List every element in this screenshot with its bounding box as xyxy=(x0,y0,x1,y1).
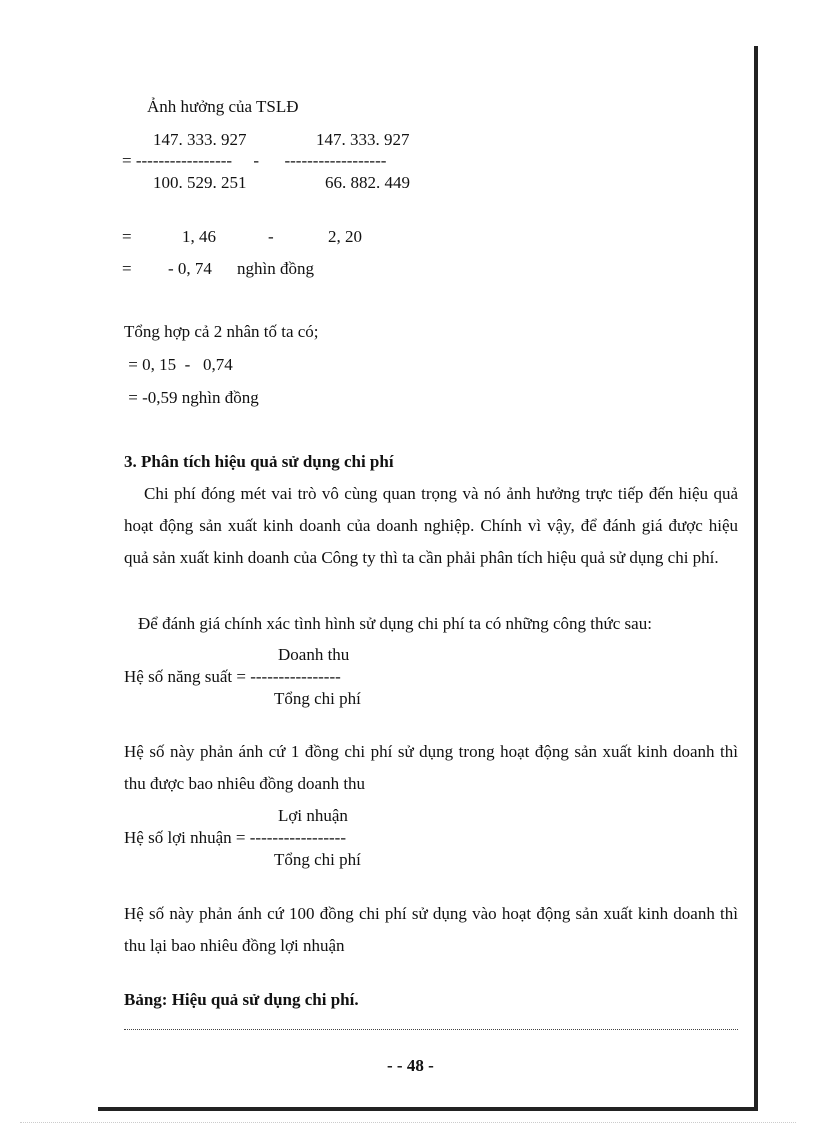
formula2-denominator: Tổng chi phí xyxy=(274,850,361,869)
tsld-heading: Ảnh hưởng của TSLĐ xyxy=(147,97,299,116)
tsld-denominator-left: 100. 529. 251 xyxy=(153,173,247,192)
eq2-value: - 0, 74 xyxy=(168,259,212,278)
eq2-unit: nghìn đồng xyxy=(237,259,314,278)
section-title: 3. Phân tích hiệu quả sử dụng chi phí xyxy=(124,452,394,471)
eq1-prefix: = xyxy=(122,227,132,246)
formula1-numerator: Doanh thu xyxy=(278,645,350,664)
tsld-fraction-line: = ----------------- - ------------------ xyxy=(122,151,387,170)
formula1-label: Hệ số năng suất = ---------------- xyxy=(124,667,341,686)
footer-divider xyxy=(124,1029,738,1030)
summary-line-2: = -0,59 nghìn đồng xyxy=(124,388,259,407)
eq1-value-b: 2, 20 xyxy=(328,227,362,246)
page-number: - - 48 - xyxy=(387,1056,434,1075)
eq1-value-a: 1, 46 xyxy=(182,227,216,246)
summary-heading: Tổng hợp cả 2 nhân tố ta có; xyxy=(124,322,319,341)
tsld-numerator-right: 147. 333. 927 xyxy=(316,130,410,149)
formula1-denominator: Tổng chi phí xyxy=(274,689,361,708)
section-paragraph-1: Chi phí đóng mét vai trò vô cùng quan trọng và nó ảnh hưởng trực tiếp đến hiệu quả hoạt động sản xuất kinh doanh của doanh nghiệp. Chính vì vậy, để đánh giá được hiệu quả sản xuất kinh doanh của Công ty thì ta cần phải phân tích hiệu quả sử dụng chi phí. xyxy=(124,484,738,567)
tsld-numerator-left: 147. 333. 927 xyxy=(153,130,247,149)
summary-line-1: = 0, 15 - 0,74 xyxy=(124,355,233,374)
eq2-prefix: = xyxy=(122,259,132,278)
formula1-explanation: Hệ số này phản ánh cứ 1 đồng chi phí sử dụng trong hoạt động sản xuất kinh doanh thì thu được bao nhiêu đồng doanh thu xyxy=(124,742,738,793)
formula2-numerator: Lợi nhuận xyxy=(278,806,348,825)
formula2-label: Hệ số lợi nhuận = ----------------- xyxy=(124,828,346,847)
eq1-operator: - xyxy=(268,227,274,246)
formula2-explanation: Hệ số này phản ánh cứ 100 đồng chi phí sử dụng vào hoạt động sản xuất kinh doanh thì thu lại bao nhiêu đồng lợi nhuận xyxy=(124,904,738,955)
section-paragraph-2: Để đánh giá chính xác tình hình sử dụng chi phí ta có những công thức sau: xyxy=(138,614,652,633)
tsld-denominator-right: 66. 882. 449 xyxy=(325,173,410,192)
table-caption: Bảng: Hiệu quả sử dụng chi phí. xyxy=(124,990,359,1009)
